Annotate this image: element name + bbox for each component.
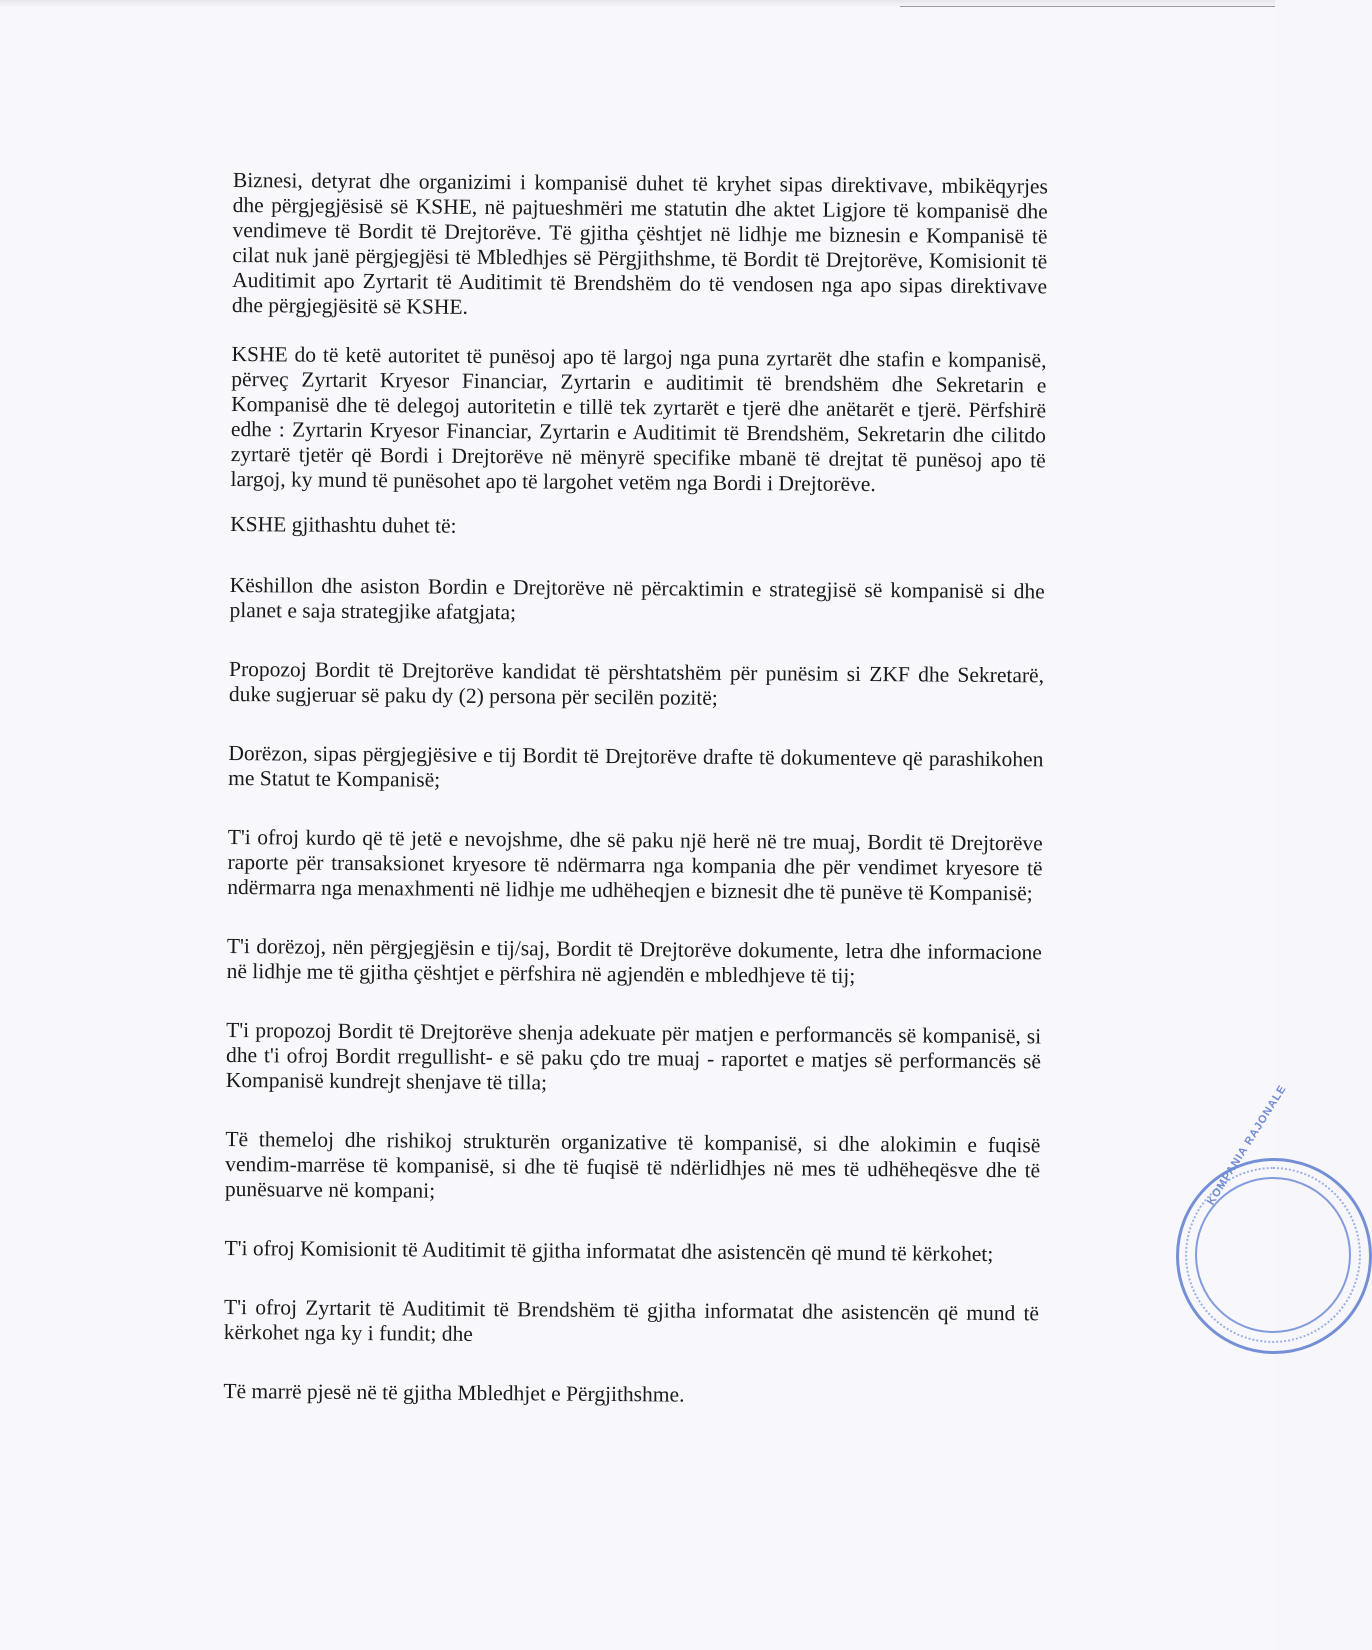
- document-body: [223, 168, 1048, 1410]
- paragraph-business-duties: Biznesi, detyrat dhe organizimi i kompanisë duhet të kryhet sipas direktivave, mbikëqyrjes dhe përgjegjësisë së KSHE, në pajtueshmëri me statutin dhe aktet Ligjore të kompanisë dhe vendimeve të Bordit të Drejtorëve. Të gjitha çështjet në lidhje me biznesin e Kompanisë të cilat nuk janë përgjegjësi të Mbledhjes së Përgjithshme, të Bordit të Drejtorëve, Komisionit të Auditimit apo Zyrtarit të Auditimit të Brendshëm do të vendosen nga apo sipas direktivave dhe përgjegjësitë së KSHE.: [231, 168, 1048, 319]
- duty-item: Të themeloj dhe rishikoj strukturën organizative të kompanisë, si dhe alokimin e fuqisë vendim-marrëse të kompanisë, si dhe të fuqisë të ndërlidhjes në mes të udhëheqësve dhe të punësuarve në kompani;: [224, 1126, 1041, 1203]
- duty-item: Këshillon dhe asiston Bordin e Drejtorëve në përcaktimin e strategjisë së kompanisë si dhe planet e saja strategjike afatgjata;: [229, 572, 1045, 625]
- duty-item: Propozoj Bordit të Drejtorëve kandidat të përshtatshëm për punësim si ZKF dhe Sekretarë, duke sugjeruar së paku dy (2) persona për secilën pozitë;: [228, 656, 1045, 710]
- company-stamp: [1176, 1082, 1372, 1354]
- paragraph-ceo-duties-intro: KSHE gjithashtu duhet të:: [230, 511, 457, 538]
- duty-item: Të marrë pjesë në të gjitha Mbledhjet e Përgjithshme.: [223, 1378, 685, 1407]
- stamp-text: KOMPANIA RAJONALE: [1205, 1082, 1289, 1208]
- scan-top-line: [900, 6, 1275, 7]
- duty-item: T'i ofroj Komisionit të Auditimit të gjitha informatat dhe asistencën që mund të kërkohet;: [224, 1235, 994, 1267]
- paragraph-ceo-authority: KSHE do të ketë autoritet të punësoj apo të largoj nga puna zyrtarët dhe stafin e kompanisë, përveç Zyrtarit Kryesor Financiar, Zyrtarin e auditimit të brendshëm dhe Sekretarin e Kompanisë dhe të delegoj autoritetin e tillë tek zyrtarët e tjerë dhe anëtarët e tjerë. Përfshirë edhe : Zyrtarin Kryesor Financiar, Zyrtarin e Auditimit të Brendshëm, Sekretarin dhe cilitdo zyrtarë tjetër që Bordi i Drejtorëve në mënyrë specifike mbanë të drejtat të punësoj apo të largoj, ky mund të punësohet apo të largohet vetëm nga Bordi i Drejtorëve.: [230, 341, 1047, 497]
- duty-item: T'i dorëzoj, nën përgjegjësin e tij/saj, Bordit të Drejtorëve dokumente, letra dhe informacione në lidhje me të gjitha çështjet e përfshira në agjendën e mbledhjeve të tij;: [226, 933, 1042, 988]
- duty-item: T'i ofroj kurdo që të jetë e nevojshme, dhe së paku një herë në tre muaj, Bordit të Drejtorëve raporte për transaksionet kryesore të ndërmarra nga kompania dhe për vendimet kryesore të ndërmarra nga menaxhmenti në lidhje me udhëheqjen e biznesit dhe të punëve të Kompanisë;: [227, 824, 1043, 906]
- duty-item: T'i propozoj Bordit të Drejtorëve shenja adekuate për matjen e performancës së kompanisë, si dhe t'i ofroj Bordit rregullisht- e së paku çdo tre muaj - raportet e matjes së performancës së Kompanisë kundrejt shenjave të tilla;: [225, 1017, 1042, 1095]
- duty-item: Dorëzon, sipas përgjegjësive e tij Bordit të Drejtorëve drafte të dokumenteve që parashikohen me Statut te Kompanisë;: [228, 740, 1044, 792]
- duty-item: T'i ofroj Zyrtarit të Auditimit të Brendshëm të gjitha informatat dhe asistencën që mund të kërkohet nga ky i fundit; dhe: [223, 1294, 1040, 1346]
